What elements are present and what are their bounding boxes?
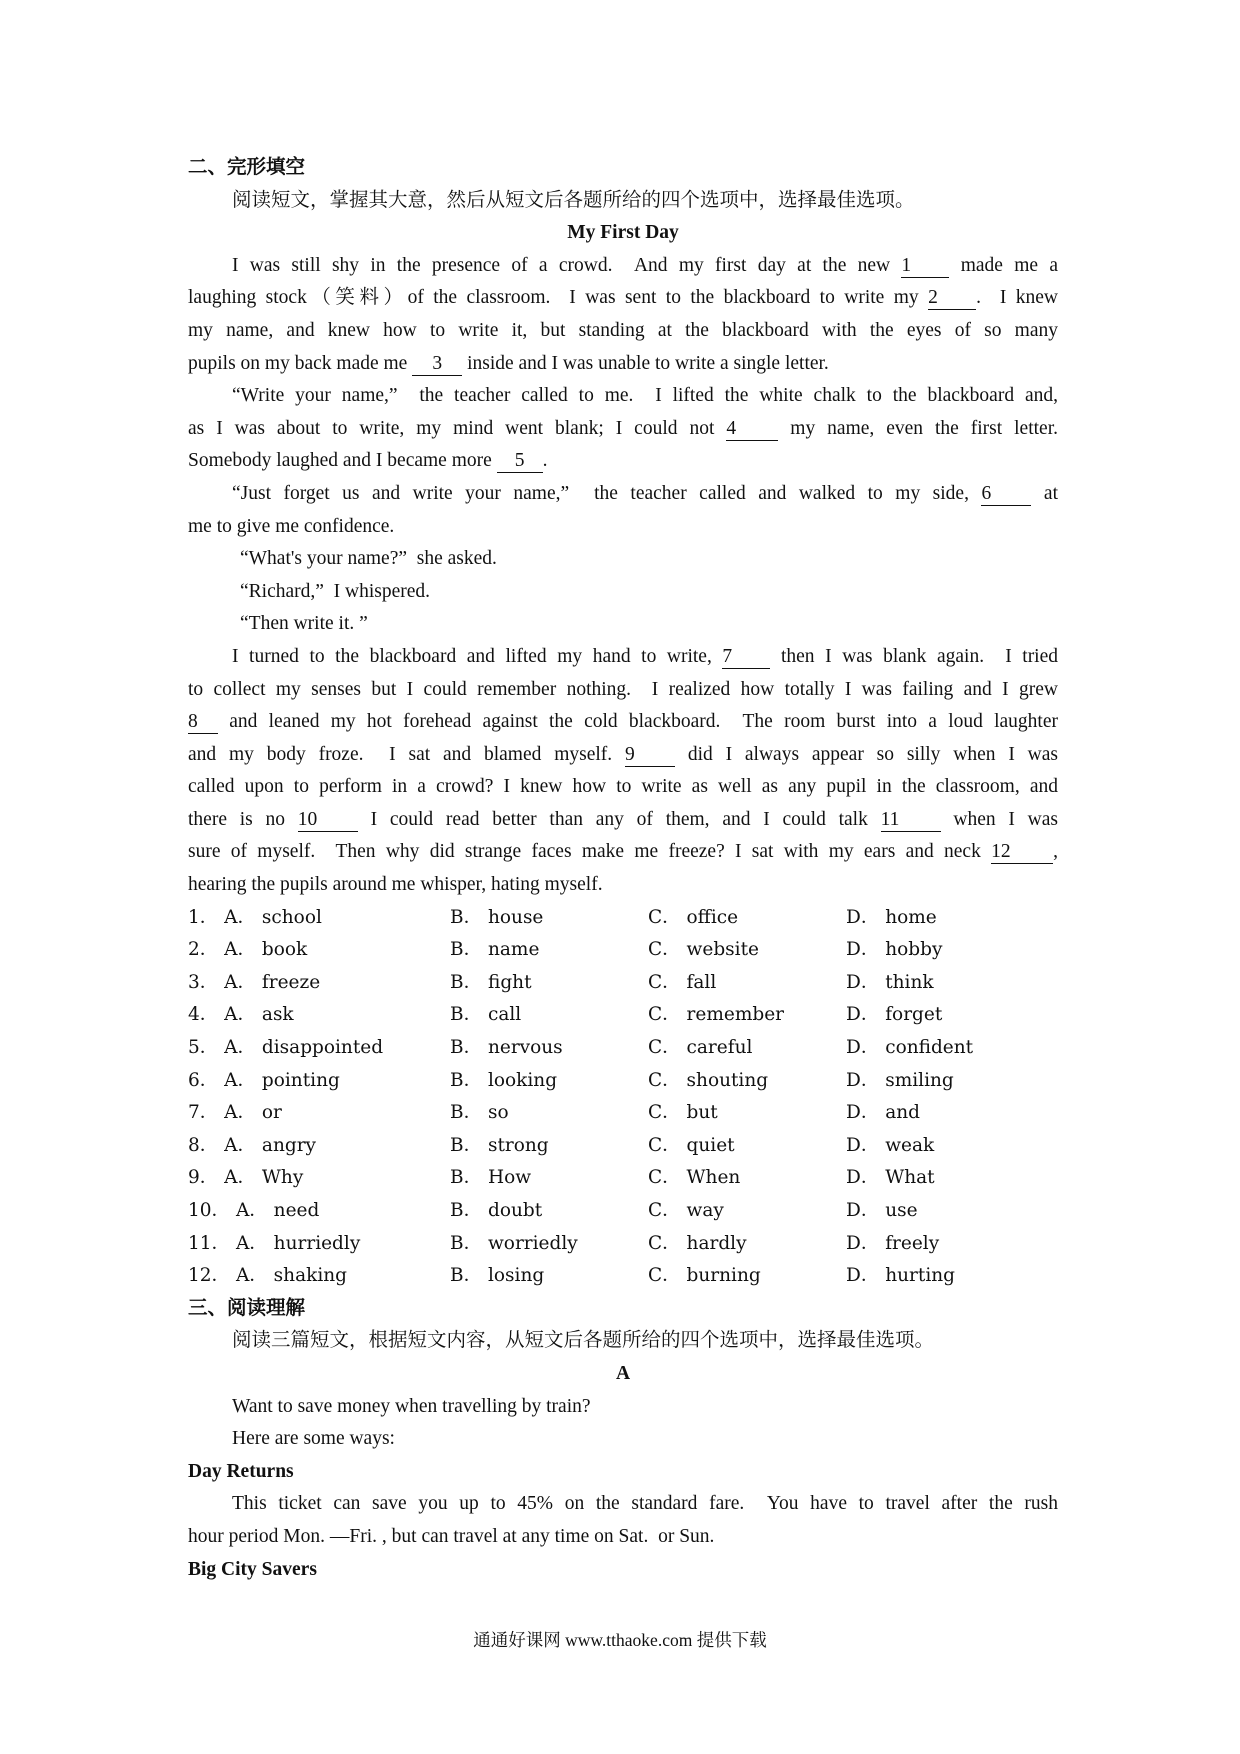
text-line: This ticket can save you up to 45% on the standard fare. You have to travel after the rush [232,1493,1058,1515]
text-line: sure of myself. Then why did strange faces make me freeze? I sat with my ears and neck 12 , [188,841,1058,863]
option-b[interactable]: B． doubt [450,1200,543,1221]
option-c[interactable]: C． careful [648,1037,753,1059]
passage-title: My First Day [567,222,679,244]
dialogue-line: “What's your name?” she asked. [240,548,497,570]
option-row-1 [188,902,1058,935]
option-row-3 [188,967,1058,1000]
text-line: Here are some ways: [232,1428,395,1450]
paragraph-4 [188,641,1058,902]
option-c[interactable]: C． hardly [648,1232,747,1254]
option-a[interactable]: 4． A． ask [188,1004,294,1026]
option-d[interactable]: D． What [846,1167,935,1189]
option-row-5 [188,1032,1058,1065]
option-d[interactable]: D． confident [846,1037,974,1059]
option-b[interactable]: B． strong [450,1134,549,1156]
blank-9[interactable]: 9 [625,744,675,767]
option-c[interactable]: C． When [648,1167,741,1189]
section-heading-reading: 三、阅读理解 [188,1297,306,1319]
option-c[interactable]: C． quiet [648,1134,735,1156]
paragraph-2 [188,380,1058,478]
option-d[interactable]: D． freely [846,1232,940,1254]
option-a[interactable]: 5． A． disappointed [188,1037,384,1059]
option-b[interactable]: B． How [450,1167,532,1189]
option-d[interactable]: D． use [846,1200,918,1221]
option-a[interactable]: 6． A． pointing [188,1069,340,1091]
page-footer: 通通好课网 www.tthaoke.com 提供下载 [473,1630,767,1650]
option-a[interactable]: 7． A． or [188,1102,282,1124]
option-b[interactable]: B． worriedly [450,1232,578,1254]
text-line: 8 and leaned my hot forehead against the cold blackboard. The room burst into a loud laughter [188,711,1058,733]
exam-content [188,152,1058,1586]
option-row-11 [188,1228,1058,1261]
text-line: I turned to the blackboard and lifted my hand to write, 7 then I was blank again. I tried [232,645,1059,667]
text-line: pupils on my back made me 3 inside and I was unable to write a single letter. [188,352,829,374]
text-line: laughing stock（笑料）of the classroom. I was sent to the blackboard to write my 2 . I knew [188,287,1058,309]
option-d[interactable]: D． home [846,906,937,928]
option-a[interactable]: 3． A． freeze [188,971,321,993]
option-row-12 [188,1260,1058,1293]
blank-4[interactable]: 4 [726,418,778,441]
text-line: me to give me confidence. [188,515,395,537]
text-line: there is no 10 I could read better than any of them, and I could talk 11 when I was [188,808,1058,830]
option-row-4 [188,999,1058,1032]
option-c[interactable]: C． website [648,939,759,961]
option-row-10 [188,1195,1058,1228]
option-a[interactable]: 12． A． shaking [188,1265,348,1287]
paragraph-3 [188,478,1058,543]
option-d[interactable]: D． weak [846,1134,935,1156]
option-c[interactable]: C． but [648,1102,718,1124]
option-b[interactable]: B． house [450,906,544,928]
text-line: hearing the pupils around me whisper, hating myself. [188,874,603,896]
cloze-instruction: 阅读短文，掌握其大意，然后从短文后各题所给的四个选项中，选择最佳选项。 [232,189,915,211]
option-d[interactable]: D． smiling [846,1069,954,1091]
option-b[interactable]: B． so [450,1102,509,1124]
subheading-big-city-savers: Big City Savers [188,1558,317,1580]
option-b[interactable]: B． nervous [450,1037,563,1059]
option-b[interactable]: B． fight [450,971,532,993]
option-b[interactable]: B． losing [450,1265,545,1287]
blank-10[interactable]: 10 [298,809,358,832]
option-c[interactable]: C． fall [648,971,717,993]
text-line: Want to save money when travelling by train? [232,1395,591,1417]
text-line: Somebody laughed and I became more 5 . [188,450,548,472]
blank-5[interactable]: 5 [497,450,543,473]
paragraph-1 [188,250,1058,380]
reading-instruction: 阅读三篇短文，根据短文内容，从短文后各题所给的四个选项中，选择最佳选项。 [232,1330,935,1352]
blank-8[interactable]: 8 [188,711,218,734]
option-d[interactable]: D． forget [846,1004,943,1026]
text-line: my name, and knew how to write it, but standing at the blackboard with the eyes of so many [188,319,1058,341]
blank-2[interactable]: 2 [928,287,976,310]
text-line: “Just forget us and write your name,” the teacher called and walked to my side, 6 at [232,482,1058,504]
option-a[interactable]: 8． A． angry [188,1134,316,1156]
option-a[interactable]: 1． A． school [188,906,322,928]
dialogue-line: “Then write it. ” [240,613,368,635]
option-a[interactable]: 9． A． Why [188,1167,304,1189]
text-line: “Write your name,” the teacher called to me. I lifted the white chalk to the blackboard and, [232,385,1058,407]
text-line: I was still shy in the presence of a crowd. And my first day at the new 1 made me a [232,254,1058,276]
option-d[interactable]: D． hurting [846,1265,955,1287]
options-list [188,902,1058,1293]
option-row-2 [188,934,1058,967]
option-a[interactable]: 2． A． book [188,939,308,961]
option-c[interactable]: C． burning [648,1265,761,1287]
option-row-8 [188,1130,1058,1163]
blank-7[interactable]: 7 [722,646,770,669]
blank-12[interactable]: 12 [991,841,1053,864]
option-row-7 [188,1097,1058,1130]
option-d[interactable]: D． hobby [846,939,943,961]
text-line: as I was about to write, my mind went blank; I could not 4 my name, even the first letter. [188,417,1058,439]
option-b[interactable]: B． name [450,939,540,961]
option-c[interactable]: C． way [648,1200,724,1221]
option-c[interactable]: C． office [648,906,739,928]
option-c[interactable]: C． remember [648,1004,784,1026]
option-b[interactable]: B． call [450,1004,522,1026]
text-line: called upon to perform in a crowd? I knew how to write as well as any pupil in the classroom, and [188,776,1058,798]
option-a[interactable]: 10． A． need [188,1200,320,1221]
option-d[interactable]: D． and [846,1102,921,1124]
option-c[interactable]: C． shouting [648,1069,769,1091]
blank-3[interactable]: 3 [412,353,462,376]
blank-1[interactable]: 1 [901,255,949,278]
subheading-day-returns: Day Returns [188,1460,294,1482]
text-line: to collect my senses but I could remember nothing. I realized how totally I was failing and I grew [188,678,1058,700]
text-line: and my body froze. I sat and blamed myself. 9 did I always appear so silly when I was [188,743,1058,765]
blank-6[interactable]: 6 [981,483,1031,506]
option-row-9 [188,1162,1058,1195]
dialogue-line: “Richard,” I whispered. [240,580,431,602]
option-d[interactable]: D． think [846,971,934,993]
passage-label: A [615,1362,631,1384]
text-line: hour period Mon. —Fri. , but can travel at any time on Sat. or Sun. [188,1525,715,1547]
option-a[interactable]: 11． A． hurriedly [188,1232,361,1254]
section-heading-cloze: 二、完形填空 [188,157,306,178]
option-row-6 [188,1065,1058,1098]
blank-11[interactable]: 11 [881,809,941,832]
option-b[interactable]: B． looking [450,1069,558,1091]
